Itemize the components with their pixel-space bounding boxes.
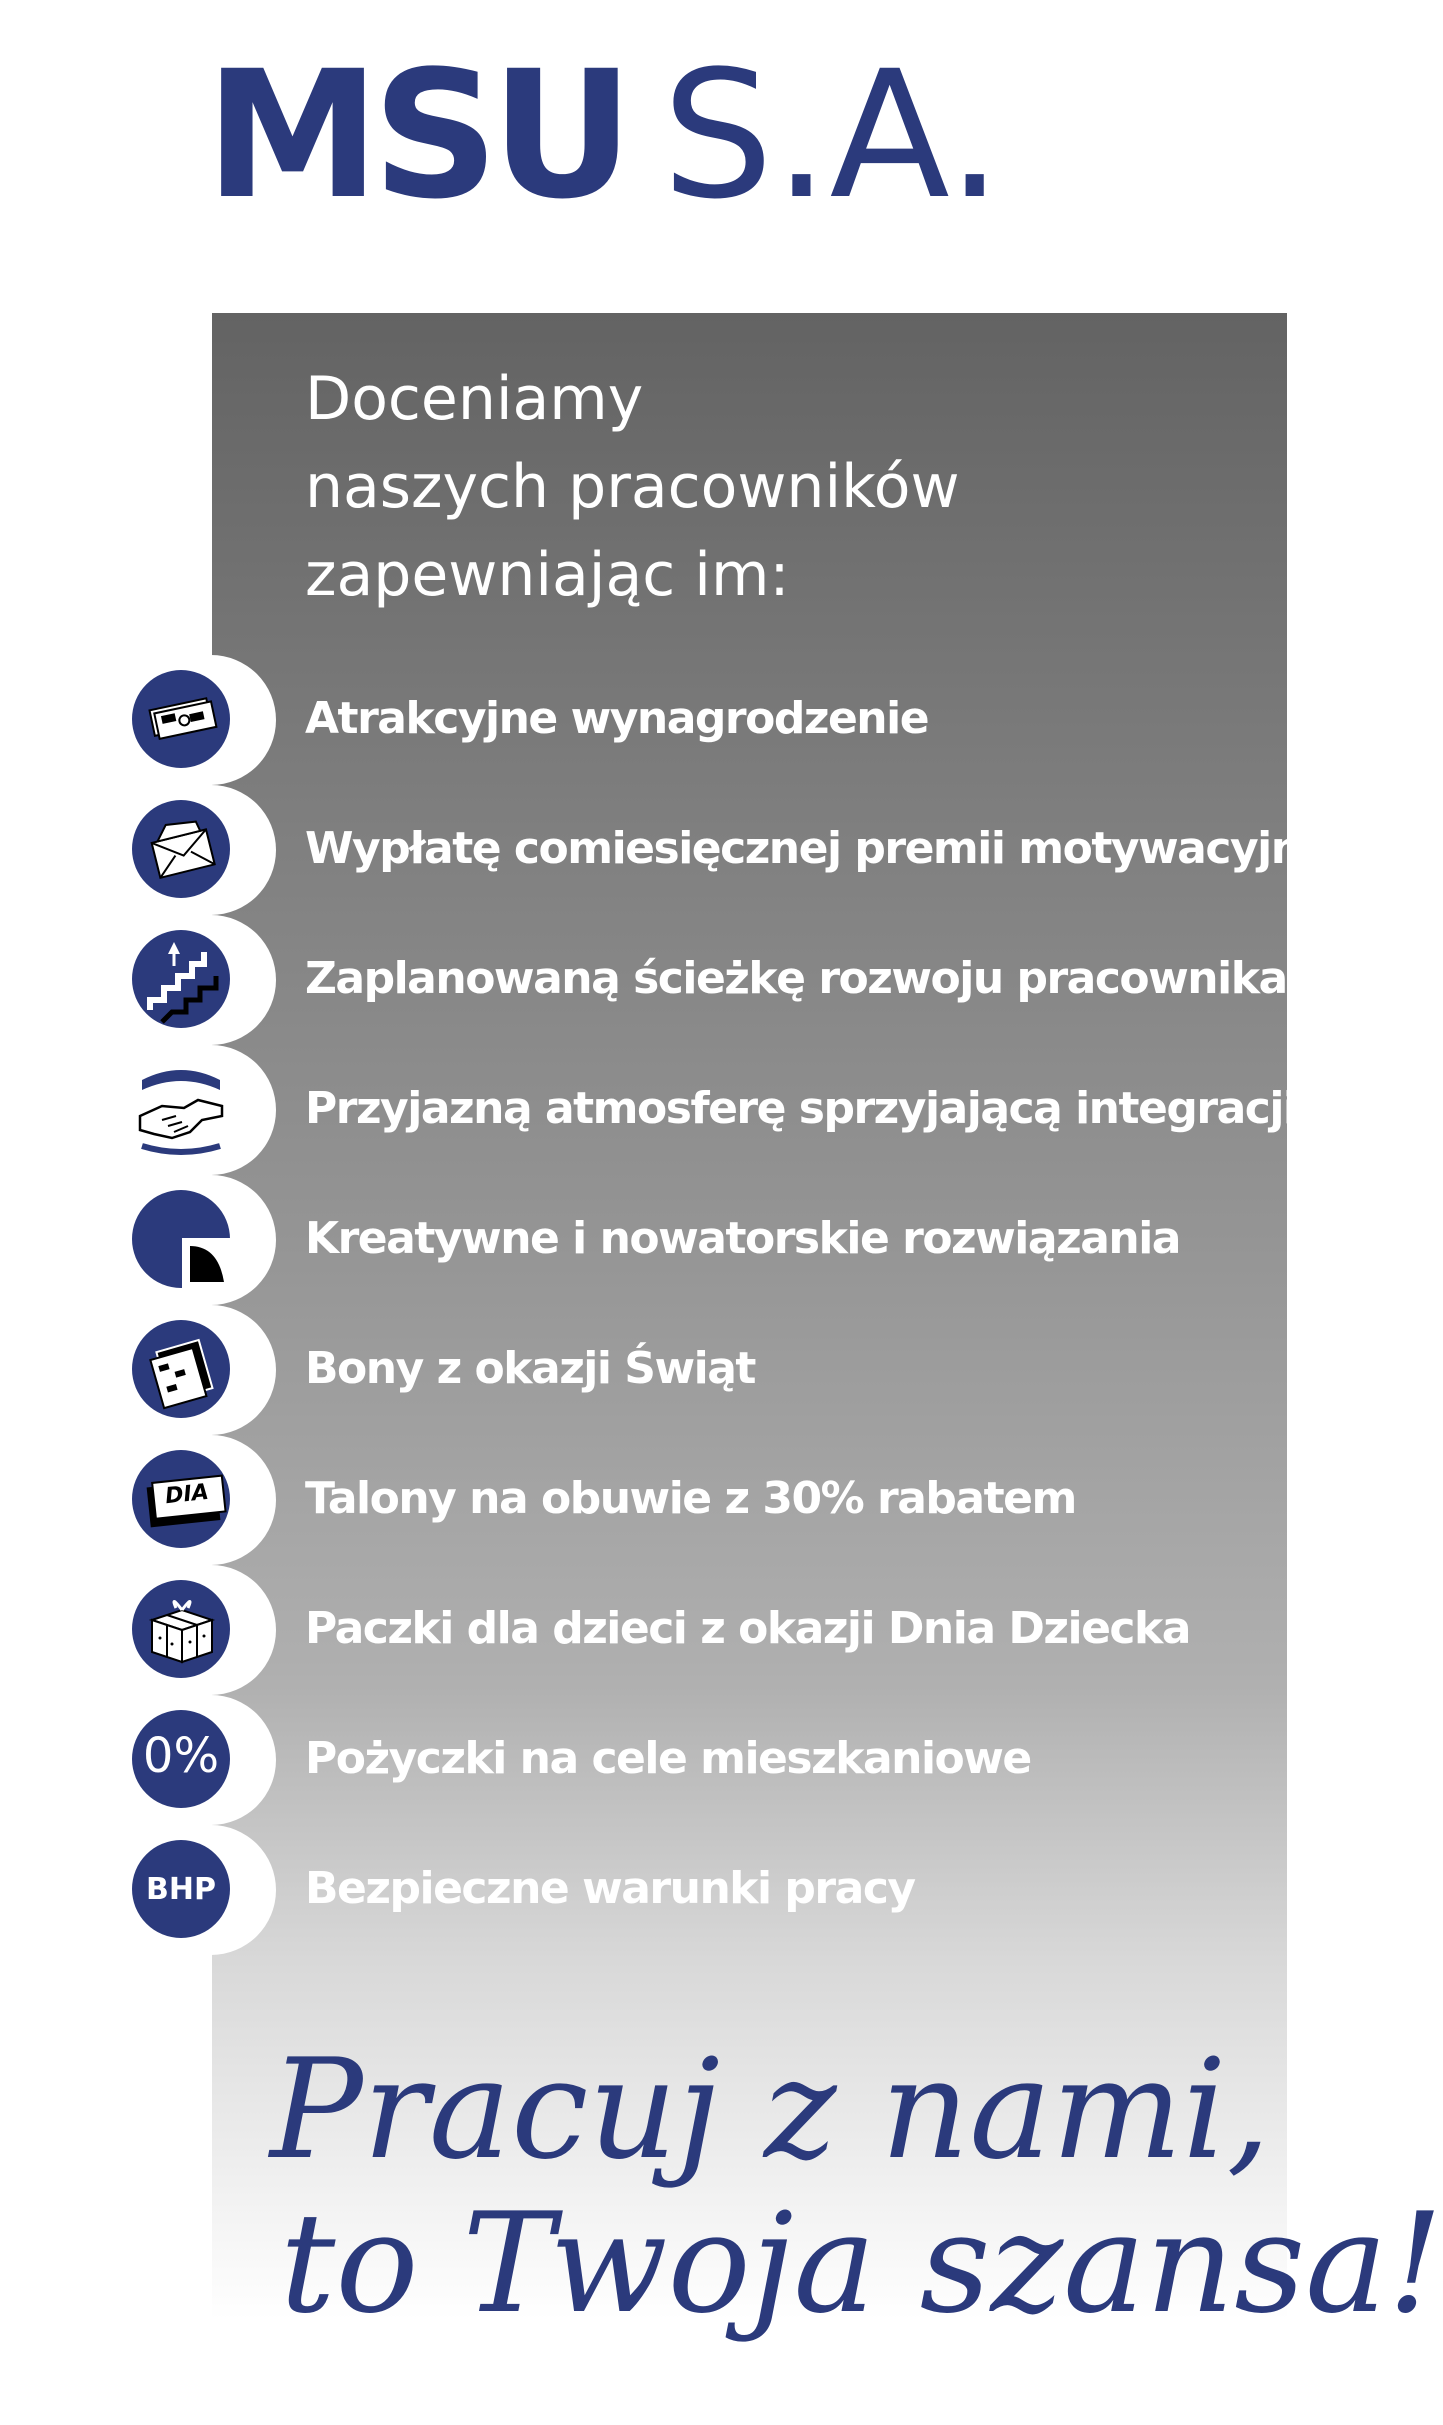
intro-line-1: Doceniamy — [305, 364, 644, 434]
benefit-item — [130, 1435, 1270, 1565]
benefit-label: Zaplanowaną ścieżkę rozwoju pracownika — [305, 953, 1287, 1004]
zero-percent-icon — [132, 1710, 230, 1808]
coupon-icon-text: DIA — [164, 1479, 210, 1510]
benefit-item — [130, 1565, 1270, 1695]
logo-name-suffix: S.A. — [661, 33, 1003, 238]
stairs-up-icon — [132, 930, 230, 1028]
benefit-item — [130, 1045, 1297, 1175]
benefit-label: Bony z okazji Świąt — [305, 1343, 755, 1394]
envelope-icon — [132, 800, 230, 898]
gift-box-icon — [132, 1580, 230, 1678]
benefit-item — [130, 785, 1343, 915]
bhp-icon-text: BHP — [146, 1872, 216, 1907]
intro-heading — [305, 355, 960, 619]
benefit-item — [130, 1305, 1270, 1435]
benefit-label: Wypłatę comiesięcznej premii motywacyjnej — [305, 823, 1343, 874]
benefit-item — [130, 1825, 1270, 1955]
benefit-item — [130, 655, 1270, 785]
benefit-label: Kreatywne i nowatorskie rozwiązania — [305, 1213, 1180, 1264]
creative-shape-icon — [132, 1190, 230, 1288]
logo-name-bold: MSU — [205, 33, 626, 238]
benefit-item — [130, 1695, 1270, 1825]
intro-line-3: zapewniając im: — [305, 540, 790, 610]
handshake-icon — [132, 1060, 230, 1158]
zero-percent-icon-text: 0% — [142, 1728, 220, 1784]
benefit-label: Pożyczki na cele mieszkaniowe — [305, 1733, 1031, 1784]
benefit-item — [130, 915, 1287, 1045]
intro-line-2: naszych pracowników — [305, 452, 960, 522]
slogan — [270, 2029, 1443, 2344]
benefit-item — [130, 1175, 1270, 1305]
coupon-icon — [132, 1450, 230, 1548]
benefit-label: Talony na obuwie z 30% rabatem — [305, 1473, 1076, 1524]
slogan-line-1: Pracuj z nami, — [270, 2029, 1271, 2190]
bhp-icon — [132, 1840, 230, 1938]
slogan-line-2: to Twoja szansa! — [280, 2183, 1443, 2344]
benefit-label: Paczki dla dzieci z okazji Dnia Dziecka — [305, 1603, 1190, 1654]
benefit-label: Atrakcyjne wynagrodzenie — [305, 693, 929, 744]
vouchers-icon — [132, 1320, 230, 1418]
benefit-label: Przyjazną atmosferę sprzyjającą integracji — [305, 1083, 1297, 1134]
company-logo — [205, 33, 1003, 238]
benefit-label: Bezpieczne warunki pracy — [305, 1863, 915, 1914]
banknotes-icon — [132, 670, 230, 768]
